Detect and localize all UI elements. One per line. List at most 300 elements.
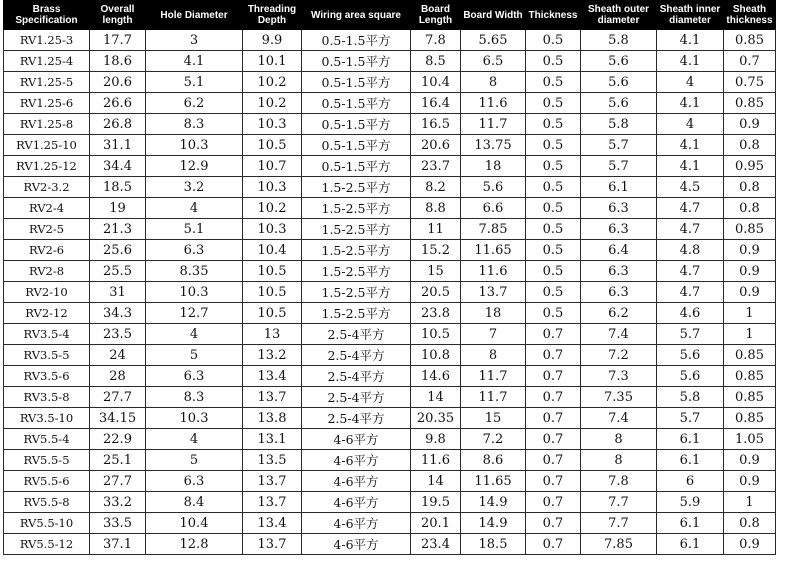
cell-sheath-inner: 5.7 [657, 324, 724, 345]
cell-hole-diameter: 10.4 [146, 513, 243, 534]
cell-board-length: 23.7 [411, 156, 461, 177]
cell-sheath-outer: 5.6 [581, 51, 657, 72]
cell-sheath-outer: 6.2 [581, 303, 657, 324]
cell-sheath-outer: 5.7 [581, 135, 657, 156]
cell-board-length: 16.5 [411, 114, 461, 135]
cell-board-length: 20.5 [411, 282, 461, 303]
cell-overall-length: 26.6 [90, 93, 146, 114]
cell-wiring-area: 1.5-2.5平方 [302, 261, 411, 282]
cell-thickness: 0.5 [526, 135, 581, 156]
cell-sheath-outer: 5.8 [581, 30, 657, 51]
cell-board-width: 11.7 [461, 366, 526, 387]
cell-spec: RV2-6 [4, 240, 90, 261]
cell-spec: RV3.5-6 [4, 366, 90, 387]
cell-wiring-area: 0.5-1.5平方 [302, 135, 411, 156]
cell-board-width: 6.5 [461, 51, 526, 72]
cell-sheath-thickness: 0.75 [724, 72, 776, 93]
cell-wiring-area: 1.5-2.5平方 [302, 177, 411, 198]
cell-hole-diameter: 5.1 [146, 72, 243, 93]
cell-sheath-inner: 5.7 [657, 408, 724, 429]
cell-sheath-inner: 4 [657, 72, 724, 93]
cell-hole-diameter: 6.2 [146, 93, 243, 114]
cell-spec: RV5.5-4 [4, 429, 90, 450]
cell-overall-length: 18.6 [90, 51, 146, 72]
cell-board-width: 8.6 [461, 450, 526, 471]
cell-sheath-inner: 4 [657, 114, 724, 135]
cell-sheath-inner: 4.1 [657, 156, 724, 177]
cell-board-length: 23.8 [411, 303, 461, 324]
cell-threading-depth: 13.1 [243, 429, 302, 450]
cell-board-length: 10.4 [411, 72, 461, 93]
cell-board-width: 11.6 [461, 261, 526, 282]
cell-spec: RV1.25-3 [4, 30, 90, 51]
cell-hole-diameter: 4 [146, 324, 243, 345]
cell-wiring-area: 1.5-2.5平方 [302, 198, 411, 219]
cell-threading-depth: 13.8 [243, 408, 302, 429]
cell-wiring-area: 4-6平方 [302, 492, 411, 513]
cell-sheath-thickness: 1 [724, 324, 776, 345]
cell-sheath-outer: 6.3 [581, 261, 657, 282]
cell-thickness: 0.5 [526, 93, 581, 114]
cell-spec: RV2-12 [4, 303, 90, 324]
cell-threading-depth: 13.7 [243, 534, 302, 555]
cell-overall-length: 18.5 [90, 177, 146, 198]
cell-thickness: 0.5 [526, 72, 581, 93]
cell-wiring-area: 2.5-4平方 [302, 387, 411, 408]
cell-hole-diameter: 6.3 [146, 366, 243, 387]
cell-sheath-outer: 6.3 [581, 282, 657, 303]
table-row [4, 114, 776, 135]
cell-thickness: 0.7 [526, 345, 581, 366]
cell-spec: RV5.5-10 [4, 513, 90, 534]
cell-sheath-thickness: 1 [724, 492, 776, 513]
cell-hole-diameter: 5.1 [146, 219, 243, 240]
cell-sheath-inner: 4.1 [657, 30, 724, 51]
cell-overall-length: 25.5 [90, 261, 146, 282]
cell-wiring-area: 0.5-1.5平方 [302, 156, 411, 177]
cell-overall-length: 22.9 [90, 429, 146, 450]
cell-board-length: 11 [411, 219, 461, 240]
cell-sheath-inner: 6.1 [657, 534, 724, 555]
cell-board-width: 13.75 [461, 135, 526, 156]
cell-spec: RV1.25-5 [4, 72, 90, 93]
cell-wiring-area: 2.5-4平方 [302, 366, 411, 387]
cell-thickness: 0.7 [526, 324, 581, 345]
cell-thickness: 0.7 [526, 471, 581, 492]
header-board-length: Board Length [411, 1, 461, 30]
header-overall-length: Overall length [90, 1, 146, 30]
cell-hole-diameter: 5 [146, 450, 243, 471]
cell-sheath-inner: 4.5 [657, 177, 724, 198]
table-row [4, 156, 776, 177]
cell-hole-diameter: 12.9 [146, 156, 243, 177]
cell-wiring-area: 2.5-4平方 [302, 408, 411, 429]
cell-threading-depth: 10.7 [243, 156, 302, 177]
table-row [4, 408, 776, 429]
cell-board-width: 8 [461, 72, 526, 93]
cell-threading-depth: 10.5 [243, 282, 302, 303]
cell-thickness: 0.5 [526, 198, 581, 219]
cell-overall-length: 33.5 [90, 513, 146, 534]
cell-board-width: 15 [461, 408, 526, 429]
cell-spec: RV5.5-6 [4, 471, 90, 492]
cell-spec: RV2-3.2 [4, 177, 90, 198]
cell-hole-diameter: 6.3 [146, 471, 243, 492]
cell-sheath-thickness: 1.05 [724, 429, 776, 450]
cell-spec: RV3.5-10 [4, 408, 90, 429]
cell-sheath-inner: 4.1 [657, 135, 724, 156]
cell-hole-diameter: 3.2 [146, 177, 243, 198]
cell-sheath-inner: 6.1 [657, 513, 724, 534]
cell-hole-diameter: 4 [146, 198, 243, 219]
cell-sheath-thickness: 0.9 [724, 261, 776, 282]
table-row [4, 72, 776, 93]
cell-threading-depth: 10.2 [243, 93, 302, 114]
cell-sheath-outer: 5.6 [581, 72, 657, 93]
cell-hole-diameter: 12.8 [146, 534, 243, 555]
cell-hole-diameter: 8.35 [146, 261, 243, 282]
cell-sheath-outer: 5.8 [581, 114, 657, 135]
header-brass-specification: Brass Specification [4, 1, 90, 30]
cell-sheath-thickness: 0.85 [724, 366, 776, 387]
table-row [4, 471, 776, 492]
cell-board-length: 10.5 [411, 324, 461, 345]
cell-board-length: 20.6 [411, 135, 461, 156]
cell-board-width: 14.9 [461, 513, 526, 534]
cell-overall-length: 34.15 [90, 408, 146, 429]
cell-overall-length: 20.6 [90, 72, 146, 93]
cell-threading-depth: 13.4 [243, 513, 302, 534]
cell-sheath-thickness: 0.9 [724, 534, 776, 555]
cell-overall-length: 34.3 [90, 303, 146, 324]
cell-sheath-inner: 4.6 [657, 303, 724, 324]
cell-spec: RV2-10 [4, 282, 90, 303]
cell-board-width: 11.65 [461, 471, 526, 492]
cell-hole-diameter: 3 [146, 30, 243, 51]
cell-sheath-outer: 7.4 [581, 408, 657, 429]
cell-sheath-thickness: 0.85 [724, 219, 776, 240]
cell-wiring-area: 2.5-4平方 [302, 324, 411, 345]
table-row [4, 492, 776, 513]
cell-sheath-inner: 5.9 [657, 492, 724, 513]
cell-board-width: 7 [461, 324, 526, 345]
cell-spec: RV3.5-8 [4, 387, 90, 408]
cell-board-width: 18 [461, 303, 526, 324]
cell-board-length: 20.1 [411, 513, 461, 534]
cell-sheath-thickness: 0.8 [724, 198, 776, 219]
table-row [4, 135, 776, 156]
cell-board-length: 23.4 [411, 534, 461, 555]
cell-wiring-area: 1.5-2.5平方 [302, 303, 411, 324]
cell-sheath-thickness: 0.95 [724, 156, 776, 177]
cell-sheath-thickness: 0.7 [724, 51, 776, 72]
cell-threading-depth: 10.5 [243, 303, 302, 324]
table-row [4, 303, 776, 324]
cell-board-length: 19.5 [411, 492, 461, 513]
cell-sheath-inner: 4.7 [657, 282, 724, 303]
cell-spec: RV2-8 [4, 261, 90, 282]
cell-hole-diameter: 12.7 [146, 303, 243, 324]
cell-wiring-area: 1.5-2.5平方 [302, 219, 411, 240]
cell-sheath-outer: 8 [581, 450, 657, 471]
table-row [4, 387, 776, 408]
table-row [4, 324, 776, 345]
header-threading-depth: Threading Depth [243, 1, 302, 30]
cell-sheath-outer: 7.85 [581, 534, 657, 555]
cell-board-width: 11.7 [461, 387, 526, 408]
cell-board-width: 11.65 [461, 240, 526, 261]
cell-hole-diameter: 8.3 [146, 387, 243, 408]
cell-wiring-area: 1.5-2.5平方 [302, 240, 411, 261]
cell-threading-depth: 10.3 [243, 219, 302, 240]
cell-threading-depth: 10.5 [243, 135, 302, 156]
cell-spec: RV1.25-10 [4, 135, 90, 156]
cell-board-width: 11.7 [461, 114, 526, 135]
cell-sheath-thickness: 0.9 [724, 240, 776, 261]
cell-overall-length: 19 [90, 198, 146, 219]
cell-overall-length: 17.7 [90, 30, 146, 51]
cell-thickness: 0.7 [526, 534, 581, 555]
cell-overall-length: 27.7 [90, 387, 146, 408]
table-row [4, 534, 776, 555]
table-row [4, 282, 776, 303]
cell-sheath-inner: 5.6 [657, 345, 724, 366]
cell-wiring-area: 0.5-1.5平方 [302, 72, 411, 93]
cell-board-width: 7.85 [461, 219, 526, 240]
cell-threading-depth: 10.4 [243, 240, 302, 261]
cell-hole-diameter: 5 [146, 345, 243, 366]
cell-overall-length: 37.1 [90, 534, 146, 555]
header-row [4, 1, 776, 30]
cell-board-width: 5.6 [461, 177, 526, 198]
cell-sheath-inner: 5.6 [657, 366, 724, 387]
table-row [4, 51, 776, 72]
header-thickness: Thickness [526, 1, 581, 30]
header-sheath-outer-diameter: Sheath outer diameter [581, 1, 657, 30]
table-row [4, 30, 776, 51]
cell-sheath-inner: 4.1 [657, 93, 724, 114]
cell-threading-depth: 10.1 [243, 51, 302, 72]
cell-hole-diameter: 8.4 [146, 492, 243, 513]
cell-sheath-outer: 7.7 [581, 513, 657, 534]
cell-thickness: 0.5 [526, 51, 581, 72]
cell-spec: RV1.25-8 [4, 114, 90, 135]
cell-overall-length: 21.3 [90, 219, 146, 240]
cell-wiring-area: 0.5-1.5平方 [302, 114, 411, 135]
cell-spec: RV1.25-6 [4, 93, 90, 114]
cell-overall-length: 25.1 [90, 450, 146, 471]
cell-thickness: 0.5 [526, 219, 581, 240]
cell-board-length: 14.6 [411, 366, 461, 387]
cell-thickness: 0.7 [526, 513, 581, 534]
cell-sheath-inner: 4.7 [657, 261, 724, 282]
cell-sheath-outer: 5.6 [581, 93, 657, 114]
cell-threading-depth: 10.3 [243, 114, 302, 135]
cell-sheath-thickness: 0.9 [724, 450, 776, 471]
cell-board-length: 15.2 [411, 240, 461, 261]
cell-sheath-outer: 5.7 [581, 156, 657, 177]
cell-board-length: 9.8 [411, 429, 461, 450]
cell-sheath-outer: 7.35 [581, 387, 657, 408]
cell-sheath-outer: 7.7 [581, 492, 657, 513]
cell-threading-depth: 13.4 [243, 366, 302, 387]
cell-spec: RV5.5-12 [4, 534, 90, 555]
cell-board-width: 8 [461, 345, 526, 366]
table-body [4, 30, 776, 555]
cell-sheath-thickness: 0.85 [724, 408, 776, 429]
cell-threading-depth: 10.5 [243, 261, 302, 282]
cell-thickness: 0.7 [526, 408, 581, 429]
cell-wiring-area: 4-6平方 [302, 513, 411, 534]
cell-thickness: 0.5 [526, 156, 581, 177]
header-wiring-area-square: Wiring area square [302, 1, 411, 30]
cell-overall-length: 31 [90, 282, 146, 303]
cell-thickness: 0.5 [526, 114, 581, 135]
cell-sheath-thickness: 0.9 [724, 114, 776, 135]
cell-thickness: 0.5 [526, 177, 581, 198]
cell-sheath-thickness: 0.85 [724, 345, 776, 366]
cell-overall-length: 28 [90, 366, 146, 387]
cell-spec: RV1.25-4 [4, 51, 90, 72]
cell-board-length: 7.8 [411, 30, 461, 51]
cell-sheath-inner: 6.1 [657, 450, 724, 471]
cell-sheath-inner: 6 [657, 471, 724, 492]
cell-sheath-outer: 7.3 [581, 366, 657, 387]
cell-sheath-outer: 7.8 [581, 471, 657, 492]
cell-threading-depth: 13 [243, 324, 302, 345]
cell-wiring-area: 4-6平方 [302, 534, 411, 555]
cell-board-width: 18.5 [461, 534, 526, 555]
cell-thickness: 0.7 [526, 450, 581, 471]
cell-sheath-inner: 6.1 [657, 429, 724, 450]
cell-wiring-area: 0.5-1.5平方 [302, 51, 411, 72]
cell-overall-length: 25.6 [90, 240, 146, 261]
cell-wiring-area: 2.5-4平方 [302, 345, 411, 366]
cell-threading-depth: 9.9 [243, 30, 302, 51]
cell-sheath-thickness: 0.9 [724, 471, 776, 492]
cell-spec: RV2-5 [4, 219, 90, 240]
cell-spec: RV1.25-12 [4, 156, 90, 177]
cell-sheath-inner: 4.1 [657, 51, 724, 72]
table-row [4, 429, 776, 450]
cell-sheath-thickness: 0.8 [724, 177, 776, 198]
cell-sheath-thickness: 0.8 [724, 513, 776, 534]
cell-sheath-outer: 6.1 [581, 177, 657, 198]
cell-board-length: 14 [411, 471, 461, 492]
cell-spec: RV2-4 [4, 198, 90, 219]
cell-thickness: 0.5 [526, 30, 581, 51]
cell-board-length: 20.35 [411, 408, 461, 429]
cell-board-length: 11.6 [411, 450, 461, 471]
cell-thickness: 0.5 [526, 261, 581, 282]
cell-board-length: 14 [411, 387, 461, 408]
cell-board-width: 14.9 [461, 492, 526, 513]
cell-hole-diameter: 10.3 [146, 282, 243, 303]
table-row [4, 240, 776, 261]
cell-sheath-inner: 4.8 [657, 240, 724, 261]
header-sheath-thickness: Sheath thickness [724, 1, 776, 30]
cell-sheath-thickness: 0.8 [724, 135, 776, 156]
cell-threading-depth: 13.7 [243, 387, 302, 408]
cell-board-length: 10.8 [411, 345, 461, 366]
cell-thickness: 0.5 [526, 303, 581, 324]
table-row [4, 513, 776, 534]
table-row [4, 198, 776, 219]
cell-sheath-thickness: 0.9 [724, 282, 776, 303]
table-row [4, 366, 776, 387]
cell-board-length: 8.8 [411, 198, 461, 219]
cell-overall-length: 33.2 [90, 492, 146, 513]
cell-spec: RV3.5-5 [4, 345, 90, 366]
header-sheath-inner-diameter: Sheath inner diameter [657, 1, 724, 30]
header-hole-diameter: Hole Diameter [146, 1, 243, 30]
cell-thickness: 0.5 [526, 240, 581, 261]
cell-hole-diameter: 4 [146, 429, 243, 450]
table-row [4, 219, 776, 240]
spec-table-container [3, 0, 775, 555]
cell-board-width: 7.2 [461, 429, 526, 450]
cell-wiring-area: 0.5-1.5平方 [302, 93, 411, 114]
cell-board-width: 6.6 [461, 198, 526, 219]
cell-board-length: 15 [411, 261, 461, 282]
table-row [4, 177, 776, 198]
cell-sheath-outer: 7.4 [581, 324, 657, 345]
cell-threading-depth: 10.2 [243, 198, 302, 219]
cell-sheath-thickness: 0.85 [724, 387, 776, 408]
cell-overall-length: 24 [90, 345, 146, 366]
brass-terminal-spec-table [3, 0, 776, 555]
cell-spec: RV3.5-4 [4, 324, 90, 345]
cell-overall-length: 34.4 [90, 156, 146, 177]
cell-board-length: 16.4 [411, 93, 461, 114]
cell-threading-depth: 13.2 [243, 345, 302, 366]
cell-overall-length: 23.5 [90, 324, 146, 345]
cell-overall-length: 27.7 [90, 471, 146, 492]
cell-sheath-inner: 5.8 [657, 387, 724, 408]
cell-board-length: 8.5 [411, 51, 461, 72]
cell-spec: RV5.5-5 [4, 450, 90, 471]
cell-board-width: 18 [461, 156, 526, 177]
cell-threading-depth: 13.5 [243, 450, 302, 471]
cell-sheath-outer: 6.3 [581, 219, 657, 240]
table-row [4, 450, 776, 471]
cell-threading-depth: 10.3 [243, 177, 302, 198]
cell-board-width: 13.7 [461, 282, 526, 303]
cell-threading-depth: 13.7 [243, 492, 302, 513]
cell-thickness: 0.5 [526, 282, 581, 303]
cell-wiring-area: 1.5-2.5平方 [302, 282, 411, 303]
cell-sheath-outer: 8 [581, 429, 657, 450]
cell-sheath-inner: 4.7 [657, 198, 724, 219]
cell-sheath-thickness: 1 [724, 303, 776, 324]
cell-wiring-area: 4-6平方 [302, 471, 411, 492]
cell-sheath-thickness: 0.85 [724, 93, 776, 114]
cell-sheath-outer: 6.3 [581, 198, 657, 219]
cell-hole-diameter: 8.3 [146, 114, 243, 135]
cell-spec: RV5.5-8 [4, 492, 90, 513]
cell-threading-depth: 10.2 [243, 72, 302, 93]
cell-hole-diameter: 6.3 [146, 240, 243, 261]
table-row [4, 261, 776, 282]
cell-thickness: 0.7 [526, 492, 581, 513]
cell-board-width: 5.65 [461, 30, 526, 51]
cell-sheath-thickness: 0.85 [724, 30, 776, 51]
cell-wiring-area: 4-6平方 [302, 429, 411, 450]
cell-sheath-inner: 4.7 [657, 219, 724, 240]
cell-overall-length: 26.8 [90, 114, 146, 135]
cell-hole-diameter: 4.1 [146, 51, 243, 72]
header-board-width: Board Width [461, 1, 526, 30]
